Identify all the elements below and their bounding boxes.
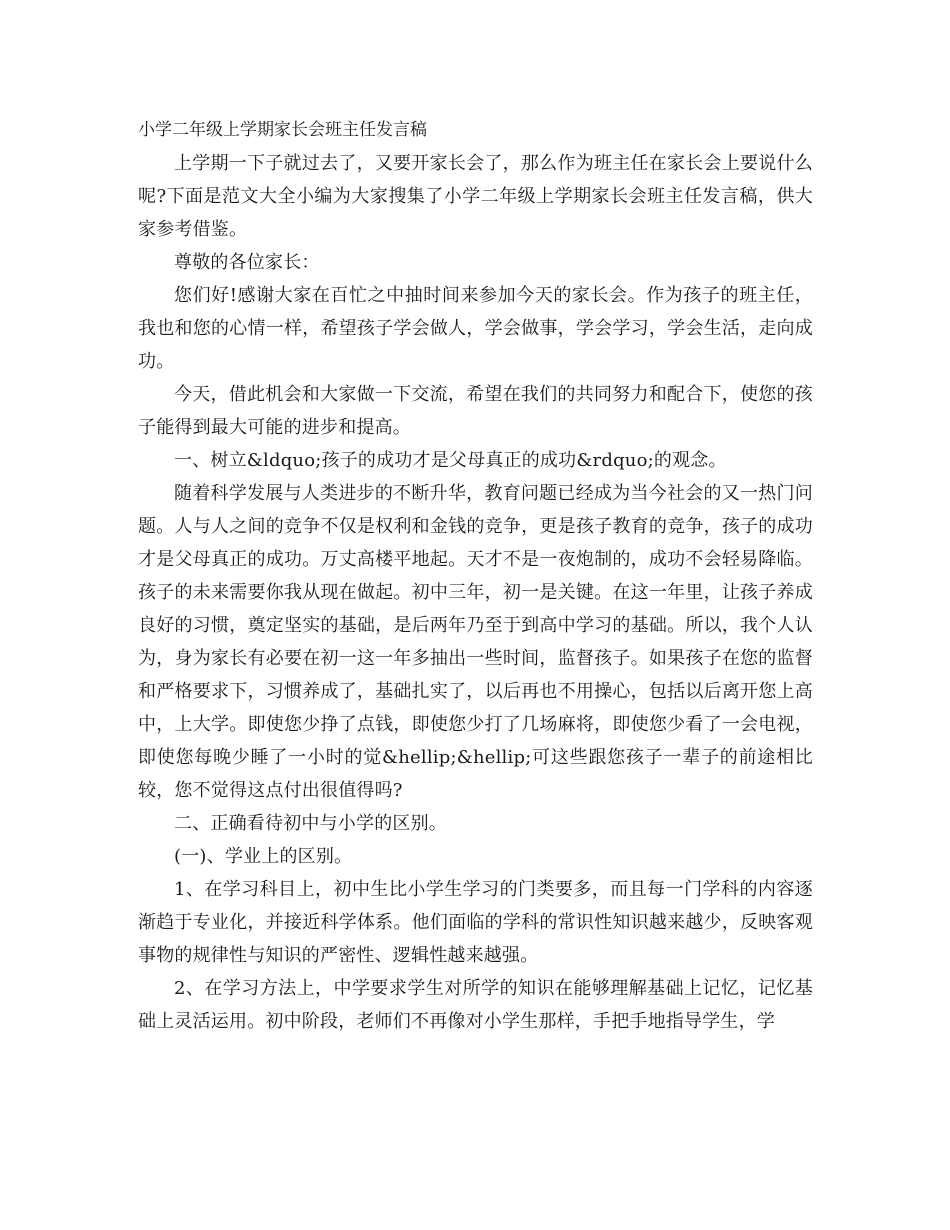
document-title: 小学二年级上学期家长会班主任发言稿: [138, 120, 427, 140]
paragraph-point-2: 2、在学习方法上，中学要求学生对所学的知识在能够理解基础上记忆，记忆基础上灵活运用。初中阶段，老师们不再像对小学生那样，手把手地指导学生，学: [138, 978, 813, 1032]
paragraph-greeting: 您们好!感谢大家在百忙之中抽时间来参加今天的家长会。作为孩子的班主任，我也和您的心情一样，希望孩子学会做人，学会做事，学会学习，学会生活，走向成功。: [138, 285, 813, 372]
paragraph-section-1: 随着科学发展与人类进步的不断升华，教育问题已经成为当今社会的又一热门问题。人与人之间的竞争不仅是权利和金钱的竞争，更是孩子教育的竞争，孩子的成功才是父母真正的成功。万丈高楼平地起。天才不是一夜炮制的，成功不会轻易降临。孩子的未来需要你我从现在做起。初中三年，初一是关键。在这一年里，让孩子养成良好的习惯，奠定坚实的基础，是后两年乃至于到高中学习的基础。所以，我个人认为，身为家长有必要在初一这一年多抽出一些时间，监督孩子。如果孩子在您的监督和严格要求下，习惯养成了，基础扎实了，以后再也不用操心，包括以后离开您上高中，上大学。即使您少挣了点钱，即使您少打了几场麻将，即使您少看了一会电视，即使您每晚少睡了一小时的觉&hellip;&hellip;可这些跟您孩子一辈子的前途相比较，您不觉得这点付出很值得吗?: [138, 483, 813, 801]
document-body: [138, 114, 813, 1038]
paragraph-intro: 上学期一下子就过去了，又要开家长会了，那么作为班主任在家长会上要说什么呢?下面是范文大全小编为大家搜集了小学二年级上学期家长会班主任发言稿，供大家参考借鉴。: [138, 153, 813, 240]
subsection-heading-1: (一)、学业上的区别。: [174, 846, 353, 867]
section-heading-1: 一、树立&ldquo;孩子的成功才是父母真正的成功&rdquo;的观念。: [174, 450, 727, 471]
section-heading-2: 二、正确看待初中与小学的区别。: [174, 813, 447, 834]
paragraph-point-1: 1、在学习科目上，初中生比小学生学习的门类要多，而且每一门学科的内容逐渐趋于专业化，并接近科学体系。他们面临的学科的常识性知识越来越少，反映客观事物的规律性与知识的严密性、逻辑性越来越强。: [138, 879, 813, 966]
paragraph-salutation: 尊敬的各位家长：: [174, 252, 320, 273]
paragraph-purpose: 今天，借此机会和大家做一下交流，希望在我们的共同努力和配合下，使您的孩子能得到最大可能的进步和提高。: [138, 384, 813, 438]
